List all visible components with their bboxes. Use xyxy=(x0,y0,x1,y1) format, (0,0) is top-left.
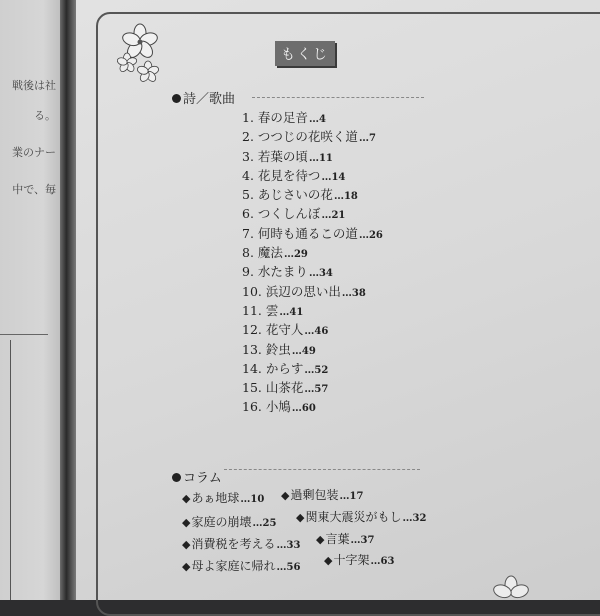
item-number: 13. xyxy=(242,341,262,357)
item-number: 1. xyxy=(242,110,254,125)
item-page: …17 xyxy=(339,491,364,502)
item-number: 7. xyxy=(242,225,254,241)
item-page: …25 xyxy=(252,518,277,529)
left-page-text: 業のナー xyxy=(12,146,56,159)
black-diamond-icon: ◆ xyxy=(182,538,191,551)
black-diamond-icon: ◆ xyxy=(281,489,290,502)
item-page: …49 xyxy=(291,345,316,357)
item-page: …60 xyxy=(291,403,316,415)
item-number: 9. xyxy=(242,264,254,280)
item-title: 若葉の頃 xyxy=(257,148,308,164)
item-title: 魔法 xyxy=(257,245,283,261)
item-number: 10. xyxy=(242,283,262,299)
column-item[interactable] xyxy=(281,486,363,503)
list-item[interactable] xyxy=(242,147,383,166)
column-item[interactable] xyxy=(316,530,374,547)
item-page: …11 xyxy=(308,152,333,164)
item-page: …32 xyxy=(402,513,427,524)
item-title: 山茶花 xyxy=(265,380,304,396)
black-diamond-icon: ◆ xyxy=(296,511,305,524)
list-item[interactable] xyxy=(242,262,383,281)
item-title: あじさいの花 xyxy=(257,187,333,203)
black-diamond-icon: ◆ xyxy=(182,560,191,573)
item-number: 15. xyxy=(242,380,262,396)
item-page: …56 xyxy=(276,562,301,573)
black-circle-icon xyxy=(172,94,181,103)
list-item[interactable] xyxy=(242,224,383,243)
item-title: からす xyxy=(265,360,304,376)
item-page: …29 xyxy=(283,249,308,261)
item-number: 12. xyxy=(242,322,262,338)
list-item[interactable] xyxy=(242,378,383,397)
list-item[interactable] xyxy=(242,359,383,378)
item-page: …7 xyxy=(358,133,376,145)
item-title: 関東大震災がもし xyxy=(305,510,402,524)
item-number: 3. xyxy=(242,148,254,164)
section-divider xyxy=(252,97,424,98)
left-page-text: 中で、毎 xyxy=(12,183,56,196)
column-item[interactable] xyxy=(182,535,300,552)
poem-list xyxy=(242,108,383,417)
item-title: 春の足音 xyxy=(257,110,308,125)
item-title: 小鳩 xyxy=(265,399,291,415)
section-heading-columns xyxy=(172,467,222,486)
column-item[interactable] xyxy=(182,513,276,530)
item-number: 16. xyxy=(242,399,262,415)
column-item[interactable] xyxy=(324,551,394,568)
item-title: 花見を待つ xyxy=(257,167,321,183)
item-title: 雲 xyxy=(265,302,279,318)
item-page: …57 xyxy=(304,384,329,396)
list-item[interactable] xyxy=(242,243,383,262)
column-item[interactable] xyxy=(182,489,264,506)
item-number: 4. xyxy=(242,167,254,183)
item-title: 母よ家庭に帰れ xyxy=(191,559,276,573)
item-title: 十字架 xyxy=(333,553,370,567)
item-number: 5. xyxy=(242,187,254,203)
toc-title: もくじ xyxy=(275,41,335,66)
black-diamond-icon: ◆ xyxy=(316,533,325,546)
left-page-text: 戦後は社 xyxy=(12,79,56,92)
item-page: …52 xyxy=(304,364,329,376)
left-page-text: る。 xyxy=(34,109,56,122)
list-item[interactable] xyxy=(242,127,383,146)
item-title: 何時も通るこの道 xyxy=(257,225,358,241)
item-title: 水たまり xyxy=(257,264,308,280)
item-number: 11. xyxy=(242,302,262,318)
item-page: …63 xyxy=(370,556,395,567)
item-page: …18 xyxy=(333,191,358,203)
list-item[interactable] xyxy=(242,204,383,223)
item-title: 過剰包装 xyxy=(290,488,339,502)
item-page: …41 xyxy=(279,306,304,318)
item-page: …26 xyxy=(358,229,383,241)
item-page: …37 xyxy=(350,535,375,546)
item-title: つくしんぼ xyxy=(257,206,321,222)
column-item[interactable] xyxy=(182,557,300,574)
item-page: …46 xyxy=(304,326,329,338)
item-number: 2. xyxy=(242,129,254,145)
list-item[interactable] xyxy=(242,166,383,185)
item-page: …10 xyxy=(240,494,265,505)
item-page: …4 xyxy=(308,114,326,125)
cherry-blossom-icon xyxy=(136,60,160,84)
item-title: 言葉 xyxy=(325,532,350,546)
toc-page xyxy=(76,0,600,600)
list-item[interactable] xyxy=(242,397,383,416)
left-page xyxy=(0,0,62,600)
black-diamond-icon: ◆ xyxy=(182,492,191,505)
list-item[interactable] xyxy=(242,108,383,127)
section-heading-label: コラム xyxy=(183,471,222,486)
section-divider xyxy=(224,469,420,470)
list-item[interactable] xyxy=(242,282,383,301)
item-number: 6. xyxy=(242,206,254,222)
list-item[interactable] xyxy=(242,340,383,359)
item-page: …33 xyxy=(276,540,301,551)
column-item[interactable] xyxy=(296,508,426,525)
item-title: 家庭の崩壊 xyxy=(191,515,252,529)
black-circle-icon xyxy=(172,473,181,482)
black-diamond-icon: ◆ xyxy=(324,554,333,567)
list-item[interactable] xyxy=(242,320,383,339)
book-spine xyxy=(60,0,76,600)
list-item[interactable] xyxy=(242,301,383,320)
item-title: 消費税を考える xyxy=(191,537,276,551)
left-page-box xyxy=(0,340,11,600)
cherry-blossom-icon xyxy=(116,52,138,74)
item-page: …38 xyxy=(341,287,366,299)
item-number: 14. xyxy=(242,360,262,376)
item-page: …14 xyxy=(321,171,346,183)
item-title: 浜辺の思い出 xyxy=(265,283,341,299)
item-number: 8. xyxy=(242,245,254,261)
item-title: あぁ地球 xyxy=(191,491,240,505)
item-title: 花守人 xyxy=(265,322,304,338)
section-heading-poems xyxy=(172,88,235,107)
list-item[interactable] xyxy=(242,185,383,204)
item-title: 鈴虫 xyxy=(265,341,291,357)
item-title: つつじの花咲く道 xyxy=(257,129,358,145)
left-page-rule xyxy=(0,334,48,335)
black-diamond-icon: ◆ xyxy=(182,516,191,529)
item-page: …21 xyxy=(321,210,346,222)
item-page: …34 xyxy=(308,268,333,280)
section-heading-label: 詩／歌曲 xyxy=(183,92,236,107)
